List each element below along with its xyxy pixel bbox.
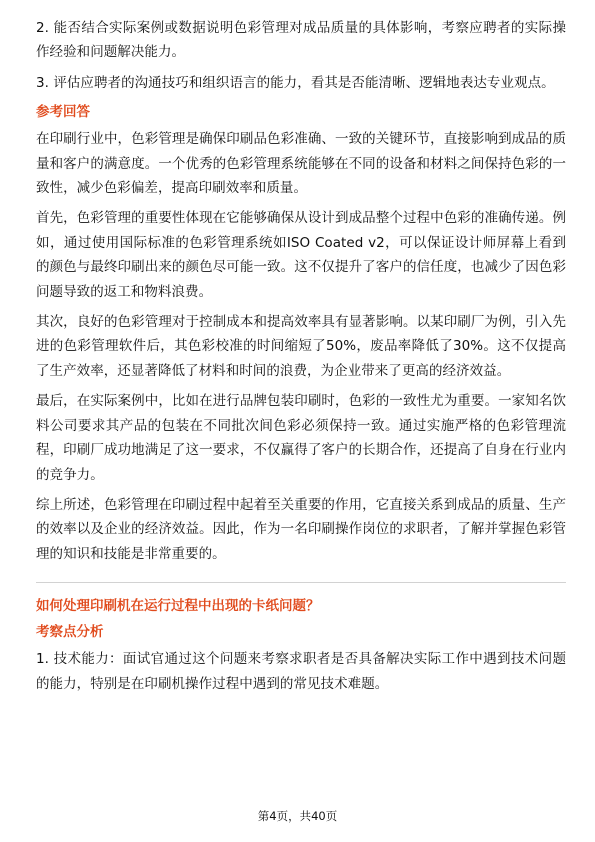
section-divider <box>36 582 566 583</box>
answer-section <box>36 16 566 566</box>
page-content <box>36 16 566 702</box>
page-number: 第4页，共40页 <box>257 809 338 823</box>
analysis-heading: 考察点分析 <box>36 624 104 641</box>
analysis-item-1: 1. 技术能力：面试官通过这个问题来考察求职者是否具备解决实际工作中遇到技术问题的能力，特别是在印刷机操作过程中遇到的常见技术难题。 <box>36 651 566 692</box>
answer-second: 其次，良好的色彩管理对于控制成本和提高效率具有显著影响。以某印刷厂为例，引入先进的色彩管理软件后，其色彩校准的时间缩短了50%，废品率降低了30%。这不仅提高了生产效率，还显著降低了材料和时间的浪费，为企业带来了更高的经济效益。 <box>36 314 566 379</box>
answer-intro: 在印刷行业中，色彩管理是确保印刷品色彩准确、一致的关键环节，直接影响到成品的质量和客户的满意度。一个优秀的色彩管理系统能够在不同的设备和材料之间保持色彩的一致性，减少色彩偏差，提高印刷效率和质量。 <box>36 131 566 197</box>
answer-first: 首先，色彩管理的重要性体现在它能够确保从设计到成品整个过程中色彩的准确传递。例如，通过使用国际标准的色彩管理系统如ISO Coated v2，可以保证设计师屏幕上看到的颜色与最终印刷出来的颜色尽可能一致。这不仅提升了客户的信任度，也减少了因色彩问题导致的返工和物料浪费。 <box>36 210 566 300</box>
question-heading: 如何处理印刷机在运行过程中出现的卡纸问题？ <box>36 598 320 615</box>
criterion-2: 2. 能否结合实际案例或数据说明色彩管理对成品质量的具体影响，考察应聘者的实际操作经验和问题解决能力。 <box>36 20 566 61</box>
next-question-section <box>36 595 566 696</box>
answer-summary: 综上所述，色彩管理在印刷过程中起着至关重要的作用，它直接关系到成品的质量、生产的效率以及企业的经济效益。因此，作为一名印刷操作岗位的求职者，了解并掌握色彩管理的知识和技能是非常重要的。 <box>36 496 566 562</box>
answer-last: 最后，在实际案例中，比如在进行品牌包装印刷时，色彩的一致性尤为重要。一家知名饮料公司要求其产品的包装在不同批次间色彩必须保持一致。通过实施严格的色彩管理流程，印刷厂成功地满足了这一要求，不仅赢得了客户的长期合作，还提高了自身在行业内的竞争力。 <box>36 393 566 483</box>
reference-answer-heading: 参考回答 <box>36 104 90 121</box>
criterion-3: 3. 评估应聘者的沟通技巧和组织语言的能力，看其是否能清晰、逻辑地表达专业观点。 <box>36 74 555 91</box>
